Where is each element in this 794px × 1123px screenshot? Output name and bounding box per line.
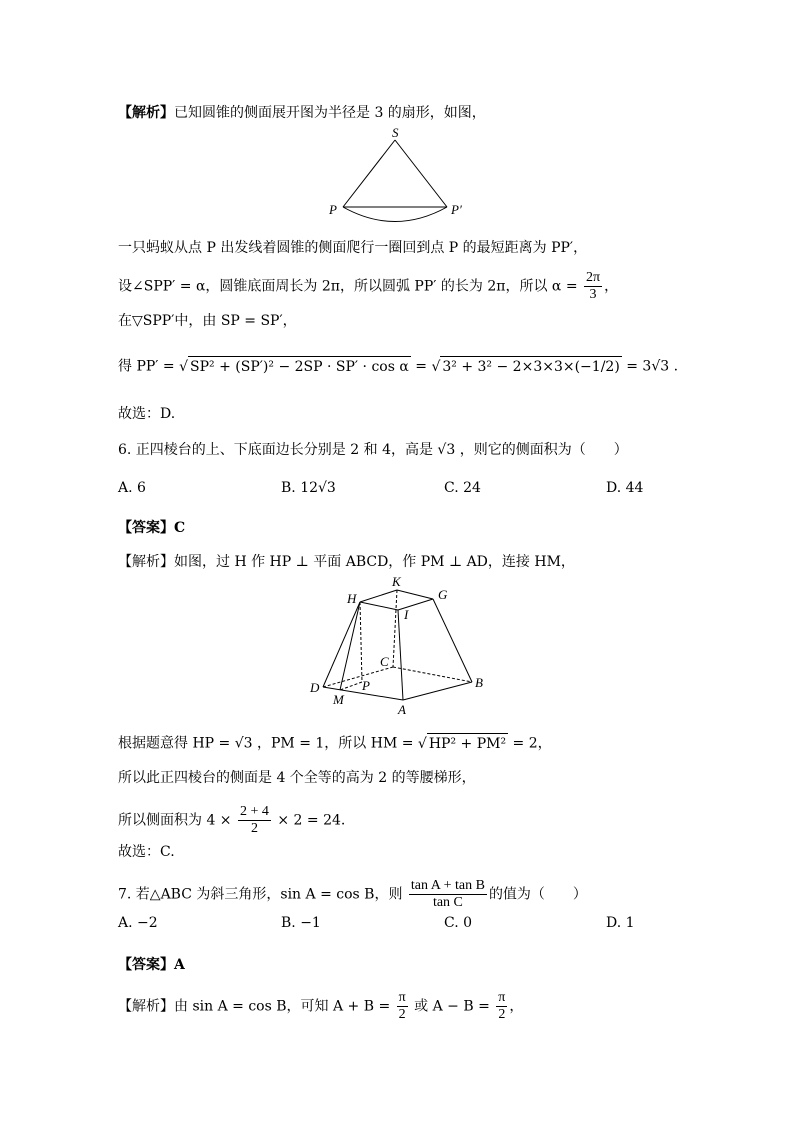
frac-den: 2 bbox=[398, 1007, 406, 1022]
q6-line3-text: 所以侧面积为 4 × bbox=[118, 812, 232, 829]
frac-num: tan A + tan B bbox=[410, 878, 485, 893]
label-G: G bbox=[438, 587, 448, 602]
frac-den: 2 bbox=[498, 1007, 506, 1022]
frac-num: π bbox=[398, 990, 406, 1005]
q6-option-c[interactable]: C. 24 bbox=[444, 480, 481, 496]
q6-line3 bbox=[118, 804, 345, 837]
q7-option-c[interactable]: C. 0 bbox=[444, 915, 473, 931]
frac-den: 2 bbox=[250, 821, 258, 836]
q6-answer: 【答案】C bbox=[118, 520, 186, 536]
q6-option-a[interactable]: A. 6 bbox=[118, 480, 146, 496]
q7-option-d[interactable]: D. 1 bbox=[606, 915, 635, 931]
q6-line2: 所以此正四棱台的侧面是 4 个全等的高为 2 的等腰梯形， bbox=[118, 770, 476, 786]
q6-line1-end: = 2， bbox=[512, 735, 552, 752]
frac-den: tan C bbox=[432, 895, 463, 910]
q6-stem: 6. 正四棱台的上、下底面边长分别是 2 和 4，高是 √3 ，则它的侧面积为（ ） bbox=[118, 442, 628, 458]
q6-line1 bbox=[118, 733, 552, 754]
q5-line3: 在▽SPP′中，由 SP = SP′， bbox=[118, 313, 297, 329]
q7-answer: 【答案】A bbox=[118, 957, 185, 973]
fraction-tan bbox=[409, 878, 487, 911]
frustum-figure bbox=[300, 570, 500, 720]
frac-den: 3 bbox=[589, 287, 597, 302]
label-B: B bbox=[475, 675, 483, 690]
q5-choose: 故选：D. bbox=[118, 406, 176, 422]
label-P-prime: P′ bbox=[451, 202, 462, 217]
q6-option-b[interactable]: B. 12√3 bbox=[281, 480, 336, 496]
q6-choose: 故选：C. bbox=[118, 844, 175, 860]
analysis-label: 【解析】 bbox=[118, 105, 174, 121]
sector-figure bbox=[320, 124, 470, 224]
q5-analysis bbox=[118, 103, 486, 123]
label-H: H bbox=[347, 591, 357, 606]
q7-stem bbox=[118, 878, 587, 911]
q5-line4-eq: = bbox=[415, 358, 427, 375]
q6-options bbox=[118, 478, 678, 498]
q7-option-a[interactable]: A. −2 bbox=[118, 915, 158, 931]
q5-line4-text: 得 PP′ = bbox=[118, 358, 175, 375]
q7-stem-text: 7. 若△ABC 为斜三角形，sin A = cos B，则 bbox=[118, 886, 403, 903]
label-P: P bbox=[329, 202, 337, 217]
sqrt-hm-radicand: HP² + PM² bbox=[427, 733, 508, 754]
fraction-pi-2-b bbox=[496, 990, 507, 1023]
frac-num: π bbox=[498, 990, 506, 1005]
label-S: S bbox=[392, 125, 399, 140]
q5-line2 bbox=[118, 270, 618, 303]
fraction-6-2 bbox=[238, 804, 271, 837]
q5-analysis-text: 已知圆锥的侧面展开图为半径是 3 的扇形，如图， bbox=[174, 105, 486, 121]
q6-line3-end: × 2 = 24. bbox=[277, 812, 346, 829]
label-A: A bbox=[398, 702, 406, 717]
q6-option-d[interactable]: D. 44 bbox=[606, 480, 644, 496]
q7-options bbox=[118, 913, 678, 933]
frac-num: 2 + 4 bbox=[240, 804, 269, 819]
label-C: C bbox=[380, 654, 389, 669]
label-M: M bbox=[333, 692, 344, 707]
q6-line1-text: 根据题意得 HP = √3 ，PM = 1，所以 HM = bbox=[118, 735, 414, 752]
q7-analysis-text: 【解析】由 sin A = cos B，可知 A + B = bbox=[118, 998, 391, 1015]
q7-analysis-mid: 或 A − B = bbox=[414, 998, 490, 1015]
frac-num: 2π bbox=[586, 270, 601, 285]
q5-line4-end: = 3√3 . bbox=[626, 358, 679, 375]
q7-stem-end: 的值为（ ） bbox=[488, 886, 587, 903]
sqrt-2: √ 3² + 3² − 2×3×3×(−1/2) bbox=[431, 356, 621, 377]
q7-analysis-end: ， bbox=[509, 998, 524, 1015]
label-D: D bbox=[310, 680, 320, 695]
q5-line4 bbox=[118, 356, 678, 377]
sqrt-2-radicand: 3² + 3² − 2×3×3×(−1/2) bbox=[440, 356, 621, 377]
label-K: K bbox=[392, 574, 401, 589]
q7-option-b[interactable]: B. −1 bbox=[281, 915, 321, 931]
fraction-pi-2-a bbox=[397, 990, 408, 1023]
sqrt-1-radicand: SP² + (SP′)² − 2SP · SP′ · cos α bbox=[188, 356, 411, 377]
q5-line1: 一只蚂蚁从点 P 出发线着圆锥的侧面爬行一圈回到点 P 的最短距离为 PP′， bbox=[118, 240, 588, 256]
label-P: P bbox=[362, 678, 370, 693]
q7-analysis bbox=[118, 990, 523, 1023]
sqrt-hm: √ HP² + PM² bbox=[418, 733, 508, 754]
q6-analysis: 【解析】如图，过 H 作 HP ⊥ 平面 ABCD，作 PM ⊥ AD，连接 HM， bbox=[118, 554, 575, 570]
label-I: I bbox=[404, 607, 409, 622]
fraction-2pi-3 bbox=[584, 270, 602, 303]
q5-line2-end: ， bbox=[604, 278, 619, 295]
sqrt-1: √ SP² + (SP′)² − 2SP · SP′ · cos α bbox=[179, 356, 411, 377]
q5-line2-text: 设∠SPP′ = α，圆锥底面周长为 2π，所以圆弧 PP′ 的长为 2π，所以 α = bbox=[118, 278, 578, 295]
